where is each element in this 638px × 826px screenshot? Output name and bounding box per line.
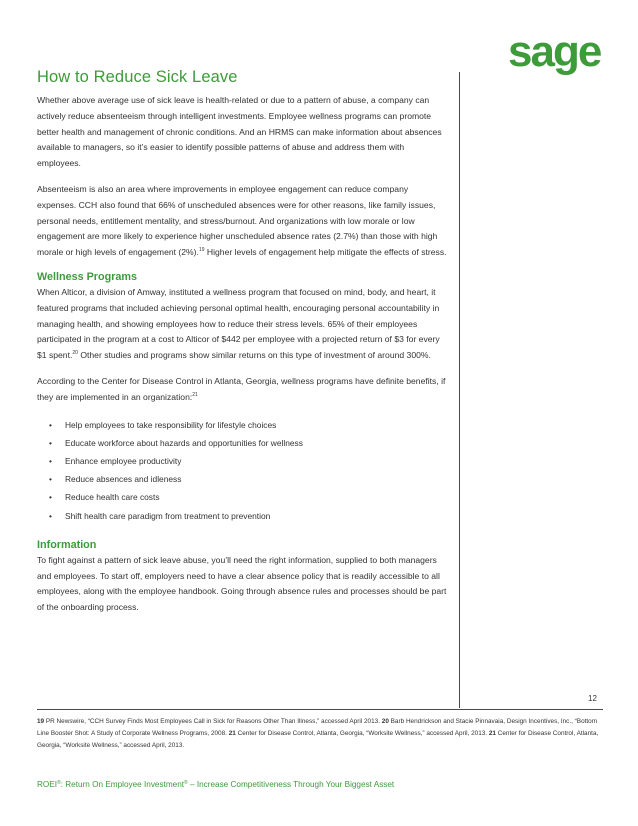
list-item bbox=[49, 434, 447, 452]
footnote-number: 19 bbox=[37, 718, 45, 725]
list-item-text: Educate workforce about hazards and opportunities for wellness bbox=[65, 437, 303, 448]
wellness-paragraph-1-tail: Other studies and programs show similar returns on this type of investment of around 300%. bbox=[80, 350, 431, 361]
wellness-paragraph-2 bbox=[37, 374, 447, 406]
wellness-heading: Wellness Programs bbox=[37, 270, 138, 283]
sage-logo bbox=[508, 28, 604, 80]
footnote-ref-19: 19 bbox=[198, 247, 205, 254]
intro-paragraph-2-tail: Higher levels of engagement help mitigate the effects of stress. bbox=[206, 247, 447, 258]
list-item-text: Shift health care paradigm from treatment to prevention bbox=[65, 510, 271, 521]
list-item-text: Enhance employee productivity bbox=[65, 455, 182, 466]
vertical-divider bbox=[459, 72, 460, 708]
intro-paragraph-2-text: Absenteeism is also an area where improvements in employee engagement can reduce company expenses. CCH also found that 66% of unscheduled absences were for other reasons, like family issues, personal needs, entitlement mentality, and stress/burnout. And organizations with low morale or low engagement are more likely to experience higher unscheduled absence rates (2.7%) than those with high morale or high levels of engagement (2%). bbox=[37, 183, 438, 258]
sage-logo-text: sage bbox=[508, 28, 601, 76]
main-content bbox=[37, 68, 447, 626]
list-item bbox=[49, 452, 447, 470]
list-item bbox=[49, 416, 447, 434]
intro-paragraph-2 bbox=[37, 182, 447, 261]
footnotes bbox=[37, 716, 603, 752]
page-footer bbox=[37, 780, 394, 789]
list-item bbox=[49, 488, 447, 506]
wellness-paragraph-1 bbox=[37, 285, 447, 364]
page-title: How to Reduce Sick Leave bbox=[37, 68, 238, 86]
horizontal-divider bbox=[37, 709, 603, 710]
list-item-text: Help employees to take responsibility for lifestyle choices bbox=[65, 419, 277, 430]
list-item-text: Reduce health care costs bbox=[65, 492, 160, 503]
footer-reg-mark: ® bbox=[184, 780, 188, 786]
bullet-icon: • bbox=[49, 492, 52, 503]
intro-paragraph-1: Whether above average use of sick leave is health-related or due to a pattern of abuse, a company can actively reduce absenteeism through intelligent investments. Employee wellness programs can promote better health and management of chronic conditions. And an HRMS can make information about absences available to managers, so it’s easier to identify possible patterns of abuse and address them with employees. bbox=[37, 95, 442, 169]
footer-tail: – Increase Competitiveness Through Your Biggest Asset bbox=[187, 780, 395, 789]
wellness-paragraph-1-text: When Alticor, a division of Amway, instituted a wellness program that focused on mind, body, and heart, it featured programs that included achieving personal optimal health, encouraging personal accountability in managing health, and showing employees how to reduce their stress levels. 65% of their employees participated in the program at a cost to Alticor of $442 per employee with a projected return of $3 for every $1 spent. bbox=[37, 286, 440, 361]
page-number: 12 bbox=[588, 694, 597, 703]
bullet-icon: • bbox=[49, 455, 52, 466]
footnote-text: Barb Hendrickson and Stacie Pinnavaia, Design Incentives, Inc., “Bottom Line Booster Shot: A Study of Corporate Wellness Programs, 2008. bbox=[37, 718, 598, 737]
footnote-ref-21: 21 bbox=[192, 391, 198, 398]
benefits-list bbox=[49, 416, 447, 525]
footnote-text: Center for Disease Control, Atlanta, Georgia, “Worksite Wellness,” accessed April, 2013. bbox=[37, 730, 599, 749]
list-item bbox=[49, 507, 447, 525]
information-paragraph: To fight against a pattern of sick leave abuse, you’ll need the right information, supplied to both managers and employees. To start off, employers need to have a clear absence policy that is readily accessible to all employees, along with the employee handbook. Going through absence rules and processes should be part of the onboarding process. bbox=[37, 554, 447, 613]
footnote-number: 21 bbox=[228, 730, 236, 737]
footnote-number: 20 bbox=[381, 718, 389, 725]
footnote-text: PR Newswire, “CCH Survey Finds Most Employees Call in Sick for Reasons Other Than Illness,” accessed April 2013. bbox=[45, 718, 380, 725]
list-item bbox=[49, 470, 447, 488]
footer-roei: ROEI bbox=[37, 780, 58, 789]
footer-middle: : Return On Employee Investment bbox=[60, 780, 185, 789]
list-item-text: Reduce absences and idleness bbox=[65, 474, 182, 485]
information-heading: Information bbox=[37, 538, 97, 551]
bullet-icon: • bbox=[49, 419, 52, 430]
footnote-number: 21 bbox=[488, 730, 496, 737]
bullet-icon: • bbox=[49, 510, 52, 521]
bullet-icon: • bbox=[49, 437, 52, 448]
wellness-paragraph-2-text: According to the Center for Disease Control in Atlanta, Georgia, wellness programs have definite benefits, if they are implemented in an organization: bbox=[37, 375, 446, 402]
footnote-text: Center for Disease Control, Atlanta, Georgia, “Worksite Wellness,” accessed April, 2013. bbox=[237, 730, 488, 737]
footer-reg-mark: ® bbox=[57, 780, 61, 786]
bullet-icon: • bbox=[49, 474, 52, 485]
footnote-ref-20: 20 bbox=[72, 350, 78, 357]
